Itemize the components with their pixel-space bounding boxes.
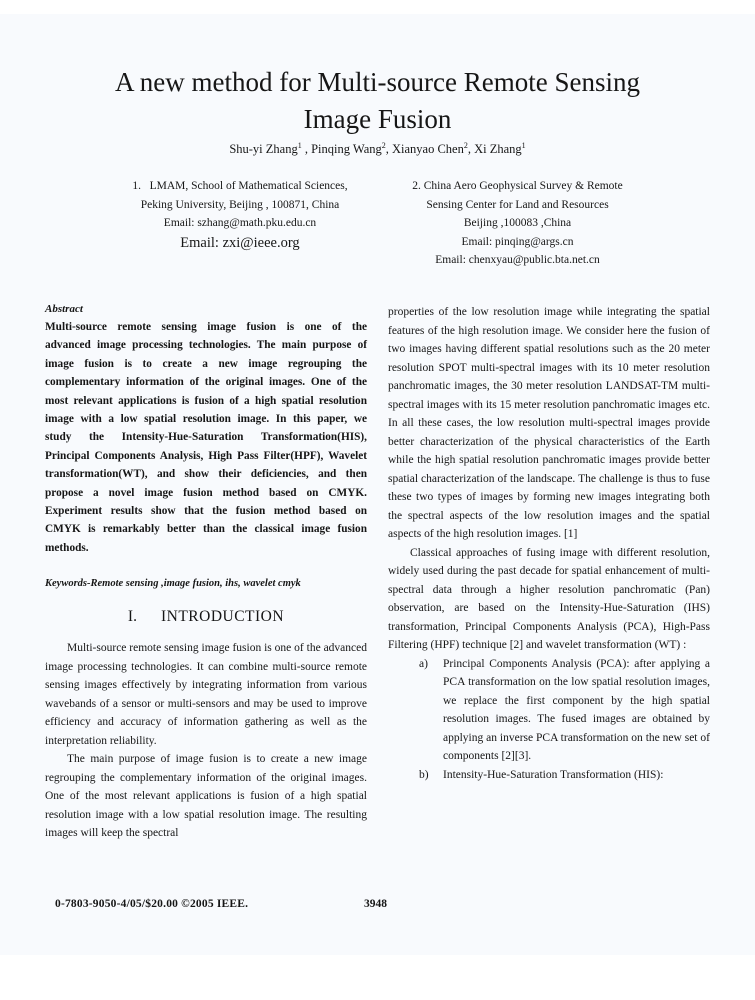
paper-title [0, 64, 755, 138]
section-number: I. [127, 608, 137, 626]
author-separator: , [385, 142, 392, 157]
affiliation-1-email: Email: szhang@math.pku.edu.cn [163, 217, 317, 229]
list-marker: a) [419, 657, 428, 670]
list-item-text: Principal Components Analysis (PCA): after applying a PCA transformation on the low spatial resolution images, we replace the first component by the high spatial resolution images. The fused images are obtained by applying an inverse PCA transformation on the new set of components [2][3]. [443, 657, 710, 762]
affiliation-2-email: Email: chenxyau@public.bta.net.cn [435, 254, 600, 266]
affiliation-1 [95, 177, 385, 253]
author-name: Shu-yi Zhang [229, 142, 298, 157]
affiliation-2 [385, 177, 650, 270]
affiliation-2-line: 2. China Aero Geophysical Survey & Remote [412, 180, 623, 192]
author-separator: , [301, 142, 312, 157]
author-affil-mark: 1 [297, 141, 302, 150]
affiliation-2-line: Beijing ,100083 ,China [463, 217, 572, 229]
keywords-line: Keywords-Remote sensing ,image fusion, ihs, wavelet cmyk [45, 578, 301, 590]
author-name: Xianyao Chen [392, 142, 464, 157]
author-name: Pinqing Wang [311, 142, 382, 157]
affiliation-1-email-large: Email: zxi@ieee.org [180, 234, 300, 251]
list-marker: b) [419, 768, 429, 781]
affiliation-2-email: Email: pinqing@args.cn [461, 235, 574, 248]
footer-copyright: 0-7803-9050-4/05/$20.00 ©2005 IEEE. [55, 898, 249, 910]
intro-paragraph-continued: properties of the low resolution image while integrating the spatial features of the high resolution image. We consider here the fusion of two images having different spatial resolutions such as the 20 meter resolution SPOT multi-spectral images with its 10 meter resolution panchromatic images, the 30 meter resolution LANDSAT-TM multi-spectral images with its 15 meter resolution panchromatic images etc. In all these cases, the low resolution multi-spectral images provide better characterization of the physical characteristics of the Earth while the high spatial resolution panchromatic images provide better spatial characterization of the landscape. The challenge is thus to fuse these two types of images by forming new images integrating both the spectral aspects of the low resolution images and the spatial aspects of the high resolution images. [1] [388, 306, 710, 540]
method-list-item-a [388, 655, 710, 766]
left-column [45, 303, 367, 843]
page-number: 3948 [364, 898, 387, 910]
intro-paragraph: The main purpose of image fusion is to create a new image regrouping the complementary information of the original images. One of the most relevant applications is fusion of a high spatial resolution image with a low spatial resolution image. The resulting images will keep the spectral [45, 753, 367, 840]
affiliation-2-line: Sensing Center for Land and Resources [426, 198, 609, 211]
authors-line [0, 141, 755, 157]
right-column [388, 303, 710, 784]
author-affil-mark: 1 [521, 141, 526, 150]
affiliation-1-line: Peking University, Beijing , 100871, China [140, 198, 340, 211]
section-heading-introduction [45, 608, 367, 626]
author-affil-mark: 2 [463, 141, 468, 150]
abstract-body: Multi-source remote sensing image fusion is one of the advanced image processing technologies. The main purpose of image fusion is to create a new image regrouping the complementary information of the original images. One of the most relevant applications is fusion of a high spatial resolution image with a low spatial resolution image. In this paper, we study the Intensity-Hue-Saturation Transformation(HIS), Principal Components Analysis, High Pass Filter(HPF), Wavelet transformation(WT), and show their deficiencies, and then propose a novel image fusion method based on CMYK. Experiment results show that the fusion method based on CMYK is remarkably better than the classical image fusion methods. [45, 321, 367, 554]
paper-title-line2: Image Fusion [303, 104, 452, 134]
method-list-item-b [388, 766, 710, 785]
author-separator: , [467, 142, 475, 157]
author-name: Xi Zhang [474, 142, 522, 157]
paper-title-line1: A new method for Multi-source Remote Sensing [115, 67, 640, 97]
list-item-text: Intensity-Hue-Saturation Transformation (HIS): [443, 768, 664, 781]
abstract-heading: Abstract [45, 303, 83, 315]
author-affil-mark: 2 [381, 141, 386, 150]
section-title: INTRODUCTION [160, 608, 285, 626]
intro-paragraph: Classical approaches of fusing image with different resolution, widely used during the past decade for spatial enhancement of multi-spectral data through a higher resolution panchromatic (Pan) observation, are based on the Intensity-Hue-Saturation (IHS) transformation, Principal Components Analysis (PCA), High-Pass Filtering (HPF) technique [2] and wavelet transformation (WT) : [388, 546, 710, 651]
affiliation-1-line: 1. LMAM, School of Mathematical Sciences, [132, 180, 348, 192]
intro-paragraph: Multi-source remote sensing image fusion is one of the advanced image processing technologies. It can combine multi-source remote sensing images effectively by integrating information from various wavebands of a sensor or multi-sensors and may be used to improve efficiency and accuracy of information gathering as well as the interpretation reliability. [45, 642, 367, 747]
